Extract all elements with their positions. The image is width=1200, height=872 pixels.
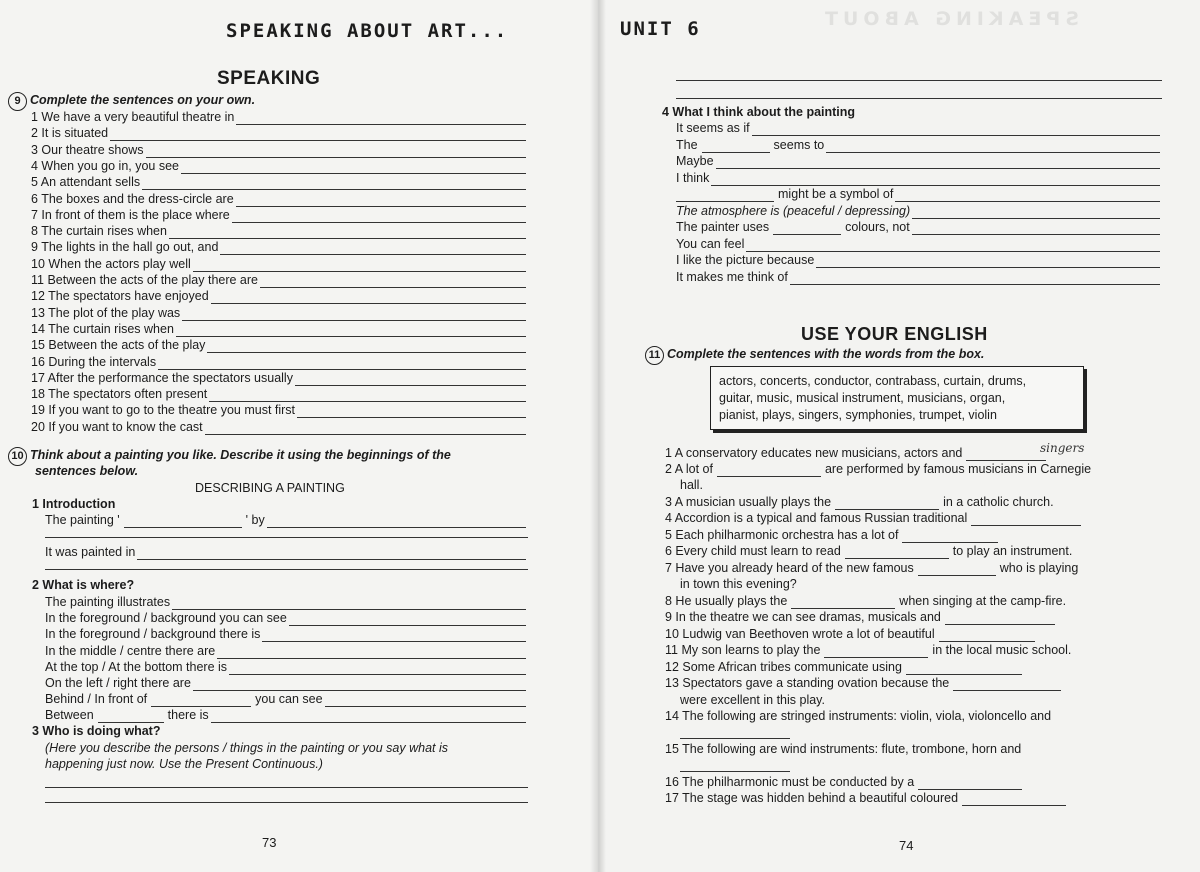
answer-blank[interactable] [971, 514, 1081, 526]
answer-blank[interactable] [211, 292, 526, 304]
answer-blank[interactable] [262, 630, 526, 642]
item-text: to play an instrument. [952, 544, 1073, 558]
answer-blank[interactable] [193, 260, 526, 272]
answer-blank[interactable] [717, 465, 821, 477]
answer-blank[interactable] [182, 309, 526, 321]
line-text: The painter uses [676, 220, 770, 234]
item-text: 7 In front of them is the place where [31, 207, 230, 222]
item-text: 17 After the performance the spectators usually [31, 370, 293, 385]
item-text: 10 When the actors play well [31, 256, 191, 271]
page-number-left: 73 [262, 835, 277, 850]
exercise-9-instruction: Complete the sentences on your own. [30, 93, 256, 107]
line-text: ' by [245, 513, 265, 527]
exercise-9-item [31, 207, 528, 223]
line-text: I think [676, 171, 710, 185]
line-text: It was painted in [45, 545, 136, 559]
item-text: 8 The curtain rises when [31, 224, 167, 239]
exercise-11-item [665, 461, 1091, 477]
answer-blank[interactable] [229, 663, 526, 675]
answer-rule[interactable] [45, 569, 528, 570]
section-4-title: 4 What I think about the painting [662, 105, 856, 119]
running-title-left: SPEAKING ABOUT ART... [226, 20, 509, 42]
answer-blank[interactable] [826, 141, 1160, 153]
exercise-11-item [665, 790, 1070, 806]
answer-blank[interactable] [158, 358, 526, 370]
think-line-maybe [676, 153, 1162, 169]
exercise-9-item [31, 125, 528, 141]
exercise-10-instruction-line2: sentences below. [35, 464, 139, 478]
exercise-9-item [31, 158, 528, 174]
item-text: 12 Some African tribes communicate using [665, 660, 902, 674]
exercise-11-item [665, 675, 1065, 691]
answer-blank[interactable] [169, 227, 526, 239]
answer-blank[interactable] [124, 516, 242, 528]
item-text: 14 The curtain rises when [31, 321, 174, 336]
item-text: 18 The spectators often present [31, 387, 208, 402]
answer-blank[interactable] [325, 695, 526, 707]
exercise-11-item [665, 774, 1026, 790]
answer-blank[interactable] [918, 564, 996, 576]
behind-in-front-line [45, 691, 528, 707]
answer-blank[interactable] [193, 679, 526, 691]
line-text: You can feel [676, 237, 745, 251]
answer-blank[interactable] [295, 374, 526, 386]
answer-blank[interactable] [939, 630, 1035, 642]
answer-blank[interactable] [220, 243, 526, 255]
section-title-use-your-english: USE YOUR ENGLISH [801, 324, 988, 344]
item-text: 14 The following are stringed instruments: violin, viola, violoncello and [665, 709, 1052, 723]
line-text: I like the picture because [676, 253, 815, 267]
answer-blank[interactable] [895, 190, 1160, 202]
think-line-you-can-feel [676, 236, 1162, 252]
answer-rule[interactable] [45, 537, 528, 538]
exercise-9-item [31, 402, 528, 418]
introduction-line-painted-in [45, 544, 528, 560]
answer-blank[interactable] [953, 679, 1061, 691]
line-text: you can see [255, 692, 323, 706]
item-text: 3 Our theatre shows [31, 142, 144, 157]
exercise-11-item [665, 445, 1050, 461]
exercise-number-9: 9 [8, 92, 27, 111]
line-text: seems to [773, 138, 825, 152]
exercise-9-item [31, 305, 528, 321]
exercise-11-item [665, 609, 1059, 625]
item-text: The painting illustrates [45, 595, 171, 609]
exercise-11-item [665, 642, 1071, 658]
answer-blank[interactable] [146, 146, 526, 158]
line-text: there is [167, 708, 209, 722]
item-text: 6 The boxes and the dress-circle are [31, 191, 234, 206]
section-title-speaking: SPEAKING [217, 68, 321, 89]
what-is-where-item [45, 659, 528, 675]
think-line-seems-as-if [676, 120, 1162, 136]
answer-blank[interactable] [824, 646, 928, 658]
what-is-where-item [45, 626, 528, 642]
between-line [45, 707, 528, 723]
answer-blank[interactable] [142, 178, 526, 190]
item-text: 11 Between the acts of the play there are [31, 273, 258, 287]
line-text: It makes me think of [676, 270, 788, 284]
item-text: 17 The stage was hidden behind a beautiful coloured [665, 791, 959, 805]
item-text: 1 A conservatory educates new musicians, actors and [665, 446, 963, 460]
exercise-number-10: 10 [8, 447, 27, 466]
think-line-painter-uses [676, 219, 1162, 235]
item-text: In the foreground / background you can see [45, 611, 287, 626]
item-text: 13 Spectators gave a standing ovation because the [665, 676, 950, 690]
section-3-title: 3 Who is doing what? [32, 724, 161, 738]
answer-blank[interactable] [816, 256, 1160, 268]
answer-blank[interactable] [98, 711, 164, 723]
item-text: hall. [680, 478, 703, 492]
word-box-line3: pianist, plays, singers, symphonies, trumpet, violin [719, 408, 997, 422]
running-title-right: UNIT 6 [620, 18, 701, 40]
item-text: 19 If you want to go to the theatre you must first [31, 403, 296, 418]
item-text: 5 Each philharmonic orchestra has a lot of [665, 528, 899, 542]
item-text: 4 Accordion is a typical and famous Russian traditional [665, 511, 968, 525]
section-3-note-line2: happening just now. Use the Present Continuous.) [45, 757, 323, 771]
exercise-11-heading [645, 346, 984, 365]
answer-rule[interactable] [680, 738, 790, 739]
item-text: 16 During the intervals [31, 354, 157, 369]
exercise-11-item [665, 659, 1026, 675]
what-is-where-item [45, 594, 528, 610]
answer-rule[interactable] [680, 771, 790, 772]
book-fold [590, 0, 606, 872]
exercise-9-item [31, 142, 528, 158]
exercise-9-item [31, 419, 528, 435]
item-text: were excellent in this play. [680, 693, 825, 707]
show-through-ghost: SPEAKING ABOUT [820, 8, 1079, 30]
item-text: 2 A lot of [665, 462, 713, 476]
exercise-11-item [680, 576, 797, 592]
exercise-9-item [31, 239, 528, 255]
answer-blank[interactable] [962, 794, 1066, 806]
item-text: are performed by famous musicians in Carnegie [824, 462, 1092, 476]
exercise-11-instruction: Complete the sentences with the words from the box. [667, 347, 985, 361]
answer-blank[interactable] [137, 548, 526, 560]
exercise-10-instruction-line1: Think about a painting you like. Describe it using the beginnings of the [30, 448, 451, 462]
word-box [710, 366, 1084, 430]
exercise-9-item [31, 174, 528, 190]
answer-blank[interactable] [790, 273, 1160, 285]
answer-blank[interactable] [236, 195, 526, 207]
answer-blank[interactable] [945, 613, 1055, 625]
item-text: 8 He usually plays the [665, 594, 788, 608]
item-text: In the middle / centre there are [45, 643, 216, 658]
word-box-line2: guitar, music, musical instrument, musicians, organ, [719, 391, 1006, 405]
item-text: 11 My son learns to play the [665, 643, 821, 657]
what-is-where-item [45, 675, 528, 691]
item-text: 2 It is situated [31, 126, 109, 141]
item-text: 13 The plot of the play was [31, 305, 181, 320]
exercise-number-11: 11 [645, 346, 664, 365]
exercise-9-item [31, 337, 528, 353]
item-text: who is playing [999, 561, 1079, 575]
what-is-where-item [45, 610, 528, 626]
exercise-11-item [665, 741, 1021, 757]
answer-blank[interactable] [172, 598, 526, 610]
answer-blank[interactable] [151, 695, 251, 707]
answer-blank[interactable] [912, 223, 1160, 235]
answer-blank[interactable] [912, 207, 1160, 219]
answer-blank[interactable] [205, 423, 526, 435]
line-text: The atmosphere is (peaceful / depressing) [676, 204, 911, 218]
exercise-11-item [665, 560, 1078, 576]
word-box-line1: actors, concerts, conductor, contrabass, curtain, drums, [719, 374, 1027, 388]
answer-blank[interactable] [297, 406, 526, 418]
exercise-11-item [665, 626, 1039, 642]
think-line-think-of [676, 269, 1162, 285]
what-is-where-item [45, 643, 528, 659]
answer-rule[interactable] [45, 802, 528, 803]
answer-blank[interactable] [209, 390, 526, 402]
item-text: 3 A musician usually plays the [665, 495, 832, 509]
exercise-11-item [665, 494, 1054, 510]
item-text: 15 Between the acts of the play [31, 338, 206, 353]
section-1-title: 1 Introduction [32, 497, 116, 511]
exercise-9-item [31, 272, 528, 288]
think-line-i-think [676, 170, 1162, 186]
exercise-11-item [665, 510, 1085, 526]
answer-blank[interactable] [289, 614, 526, 626]
answer-blank[interactable] [211, 711, 526, 723]
section-2-title: 2 What is where? [32, 578, 135, 592]
line-text: Behind / In front of [45, 692, 148, 706]
item-text: in the local music school. [932, 643, 1072, 657]
answer-blank[interactable] [746, 240, 1160, 252]
item-text: 9 In the theatre we can see dramas, musicals and [665, 610, 941, 624]
line-text: colours, not [845, 220, 910, 234]
item-text: 20 If you want to know the cast [31, 419, 203, 434]
answer-blank[interactable] [835, 498, 939, 510]
page-number-right: 74 [899, 838, 914, 853]
think-line-like-because [676, 252, 1162, 268]
answer-blank[interactable] [176, 325, 526, 337]
exercise-9-item [31, 109, 528, 125]
line-text: might be a symbol of [778, 187, 894, 201]
answer-blank[interactable] [906, 663, 1022, 675]
answer-blank[interactable] [845, 547, 949, 559]
exercise-9-item [31, 256, 528, 272]
exercise-9-item [31, 370, 528, 386]
item-text: 9 The lights in the hall go out, and [31, 240, 219, 255]
answer-rule[interactable] [45, 787, 528, 788]
answer-blank[interactable] [902, 531, 998, 543]
answer-blank[interactable] [773, 223, 841, 235]
exercise-9-item [31, 191, 528, 207]
exercise-11-item [665, 593, 1066, 609]
item-text: 5 An attendant sells [31, 175, 141, 190]
exercise-11-item [665, 708, 1051, 724]
answer-blank[interactable] [702, 141, 770, 153]
line-text: The [676, 138, 698, 152]
exercise-9-item [31, 288, 528, 304]
line-text: The painting ' [45, 513, 120, 527]
answer-blank[interactable] [966, 449, 1046, 461]
item-text: 12 The spectators have enjoyed [31, 289, 209, 304]
answer-blank[interactable] [676, 190, 774, 202]
section-3-note-line1: (Here you describe the persons / things in the painting or you say what is [45, 741, 448, 755]
item-text: 7 Have you already heard of the new famous [665, 561, 914, 575]
exercise-11-item [665, 543, 1072, 559]
answer-blank[interactable] [716, 157, 1160, 169]
line-text: It seems as if [676, 121, 750, 135]
line-text: Maybe [676, 154, 714, 168]
line-text: Between [45, 708, 94, 722]
answer-blank[interactable] [181, 162, 526, 174]
answer-blank[interactable] [236, 113, 526, 125]
answer-blank[interactable] [207, 341, 526, 353]
think-line-atmosphere [676, 203, 1162, 219]
handwritten-answer: singers [1040, 441, 1085, 455]
item-text: when singing at the camp-fire. [899, 594, 1067, 608]
think-line-seems-to [676, 137, 1162, 153]
answer-blank[interactable] [260, 276, 526, 288]
answer-blank[interactable] [791, 597, 895, 609]
answer-blank[interactable] [110, 129, 526, 141]
think-line-symbol [676, 186, 1162, 202]
answer-blank[interactable] [217, 647, 526, 659]
item-text: 16 The philharmonic must be conducted by a [665, 775, 915, 789]
item-text: 4 When you go in, you see [31, 158, 180, 173]
exercise-9-item [31, 386, 528, 402]
item-text: 6 Every child must learn to read [665, 544, 841, 558]
item-text: On the left / right there are [45, 676, 191, 690]
exercise-11-item [665, 527, 1002, 543]
item-text: At the top / At the bottom there is [45, 659, 228, 674]
answer-blank[interactable] [232, 211, 526, 223]
answer-blank[interactable] [711, 174, 1160, 186]
exercise-9-item [31, 223, 528, 239]
describing-painting-subtitle: DESCRIBING A PAINTING [195, 481, 345, 495]
exercise-9-item [31, 321, 528, 337]
item-text: 15 The following are wind instruments: flute, trombone, horn and [665, 742, 1022, 756]
introduction-line-painting [45, 512, 528, 528]
answer-rule[interactable] [676, 98, 1162, 99]
item-text: in town this evening? [680, 577, 797, 591]
exercise-9-item [31, 354, 528, 370]
item-text: 10 Ludwig van Beethoven wrote a lot of beautiful [665, 627, 935, 641]
exercise-11-item [680, 692, 825, 708]
item-text: In the foreground / background there is [45, 627, 261, 642]
answer-blank[interactable] [752, 124, 1160, 136]
item-text: 1 We have a very beautiful theatre in [31, 110, 235, 124]
item-text: in a catholic church. [943, 495, 1054, 509]
answer-blank[interactable] [267, 516, 526, 528]
answer-rule[interactable] [676, 80, 1162, 81]
exercise-11-item [680, 477, 703, 493]
answer-blank[interactable] [918, 778, 1022, 790]
